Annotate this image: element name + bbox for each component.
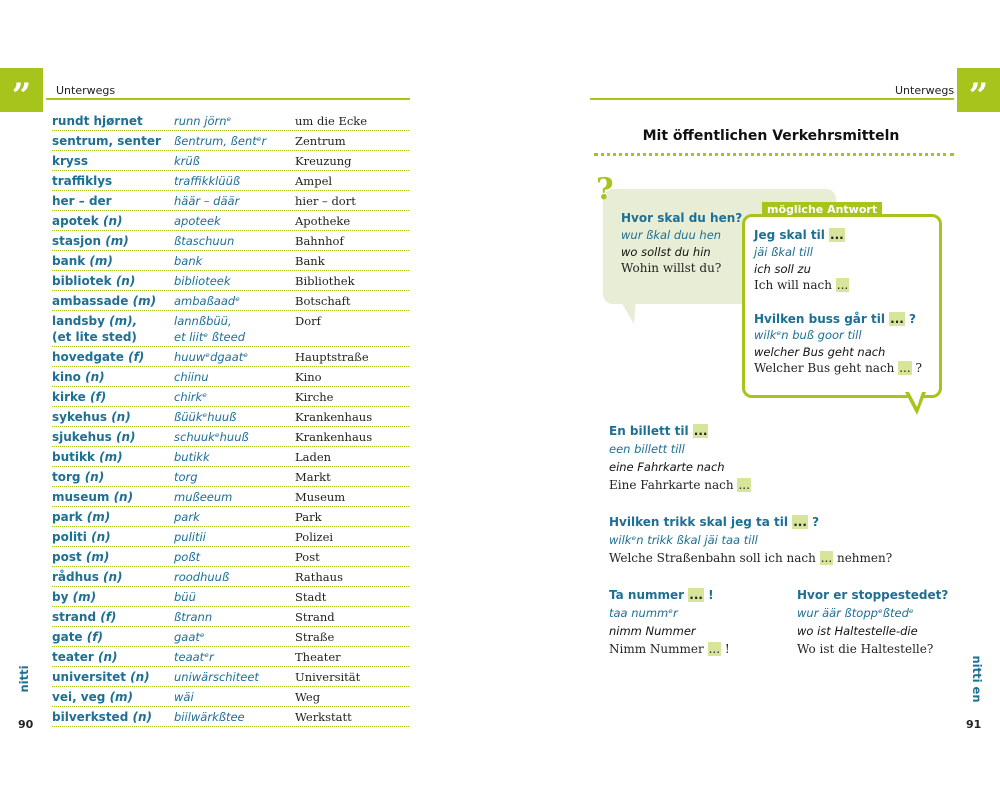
table-row (52, 231, 409, 251)
table-row (52, 607, 409, 627)
table-row (52, 707, 409, 727)
vocab-translation: Weg (295, 690, 321, 704)
vocab-word: kino (n) (52, 370, 105, 384)
answer-bubble-tail (904, 392, 928, 418)
question-pron: wur ßkal duu hen (621, 228, 722, 242)
table-row (52, 251, 409, 271)
vocab-translation: Dorf (295, 314, 321, 328)
vocab-translation: Rathaus (295, 570, 343, 584)
table-row (52, 387, 409, 407)
table-row (52, 171, 409, 191)
header-rule (590, 98, 954, 100)
vocab-translation: Hauptstraße (295, 350, 369, 364)
vocab-translation: Theater (295, 650, 341, 664)
table-row (52, 567, 409, 587)
vocab-pronunciation: biblioteek (174, 274, 231, 288)
side-label: nitti en (970, 655, 984, 703)
vocab-pronunciation: huuwᵉdgaatᵉ (174, 350, 249, 364)
answer-pron-1: jäi ßkal till (754, 245, 813, 259)
table-row (52, 407, 409, 427)
vocab-word: universitet (n) (52, 670, 150, 684)
answer-pron-2: wilkᵉn buß goor till (754, 328, 862, 342)
question-bubble-tail (620, 300, 640, 326)
table-row (52, 447, 409, 467)
table-row (52, 547, 409, 567)
vocab-pronunciation: biilwärkßtee (174, 710, 245, 724)
vocab-pronunciation: ßentrum, ßentᵉr (174, 134, 267, 148)
phrase-stop: Hvor er stoppestedet? (797, 588, 949, 602)
page-number: 90 (18, 718, 34, 731)
table-row (52, 191, 409, 211)
vocab-translation: Park (295, 510, 322, 524)
running-header: Unterwegs (895, 84, 955, 97)
answer-phrase-2: Hvilken buss går til ... ? (754, 312, 916, 326)
vocab-pronunciation: apoteek (174, 214, 221, 228)
vocab-pronunciation: torg (174, 470, 198, 484)
vocab-translation: hier – dort (295, 194, 356, 208)
phrase-number-translation: Nimm Nummer ... ! (609, 642, 730, 656)
table-row (52, 527, 409, 547)
table-row (52, 151, 409, 171)
vocab-translation: Straße (295, 630, 335, 644)
answer-label: mögliche Antwort (762, 202, 882, 217)
answer-translation-1: Ich will nach ... (754, 278, 849, 292)
vocab-pronunciation: lannßbüü, et liitᵉ ßteed (174, 314, 245, 344)
vocab-pronunciation: runn jörnᵉ (174, 114, 232, 128)
question-literal: wo sollst du hin (621, 245, 711, 259)
section-title: Mit öffentlichen Verkehrsmitteln (642, 128, 900, 144)
table-row (52, 211, 409, 231)
table-row (52, 111, 409, 131)
vocab-pronunciation: häär – däär (174, 194, 240, 208)
vocab-translation: Stadt (295, 590, 327, 604)
vocab-translation: um die Ecke (295, 114, 368, 128)
vocab-pronunciation: park (174, 510, 200, 524)
vocab-word: bank (m) (52, 254, 113, 268)
vocab-translation: Strand (295, 610, 335, 624)
vocab-pronunciation: uniwärschiteet (174, 670, 259, 684)
phrase-ticket-pron: een billett till (609, 442, 685, 456)
phrase-number-literal: nimm Nummer (609, 624, 696, 638)
vocab-word: ambassade (m) (52, 294, 157, 308)
table-row (52, 687, 409, 707)
phrase-tram: Hvilken trikk skal jeg ta til ... ? (609, 515, 820, 529)
vocab-translation: Bahnhof (295, 234, 344, 248)
vocab-word: gate (f) (52, 630, 103, 644)
vocab-word: rådhus (n) (52, 570, 123, 584)
table-row (52, 427, 409, 447)
answer-literal-1: ich soll zu (754, 262, 811, 276)
vocab-translation: Markt (295, 470, 331, 484)
vocab-translation: Apotheke (295, 214, 351, 228)
table-row (52, 487, 409, 507)
vocab-pronunciation: butikk (174, 450, 210, 464)
vocab-word: kryss (52, 154, 89, 168)
table-row (52, 467, 409, 487)
vocab-translation: Zentrum (295, 134, 346, 148)
vocab-word: sentrum, senter (52, 134, 161, 148)
page-number: 91 (966, 718, 982, 731)
vocab-word: butikk (m) (52, 450, 123, 464)
phrase-ticket: En billett til ... (609, 424, 708, 438)
vocab-translation: Post (295, 550, 320, 564)
answer-phrase-1: Jeg skal til ... (754, 228, 844, 242)
table-row (52, 587, 409, 607)
vocab-pronunciation: büü (174, 590, 196, 604)
header-rule (46, 98, 410, 100)
phrase-stop-literal: wo ist Haltestelle-die (797, 624, 918, 638)
question-phrase: Hvor skal du hen? (621, 211, 743, 225)
vocab-word: vei, veg (m) (52, 690, 134, 704)
vocab-word: by (m) (52, 590, 97, 604)
vocab-translation: Krankenhaus (295, 430, 373, 444)
vocab-word: bibliotek (n) (52, 274, 136, 288)
vocab-pronunciation: ßtrann (174, 610, 213, 624)
question-translation: Wohin willst du? (621, 261, 722, 275)
vocab-pronunciation: teaatᵉr (174, 650, 214, 664)
phrase-number: Ta nummer ... ! (609, 588, 714, 602)
table-row (52, 647, 409, 667)
phrase-tram-translation: Welche Straßenbahn soll ich nach ... nehmen? (609, 551, 893, 565)
vocab-pronunciation: poßt (174, 550, 201, 564)
phrase-stop-translation: Wo ist die Haltestelle? (797, 642, 934, 656)
vocab-word: traffiklys (52, 174, 113, 188)
vocab-word: sjukehus (n) (52, 430, 136, 444)
vocab-word: kirke (f) (52, 390, 107, 404)
running-header: Unterwegs (56, 84, 116, 97)
vocab-word: rundt hjørnet (52, 114, 143, 128)
vocab-pronunciation: ßüükᵉhuuß (174, 410, 237, 424)
phrase-tram-pron: wilkᵉn trikk ßkal jäi taa till (609, 533, 758, 547)
vocab-translation: Polizei (295, 530, 334, 544)
vocab-word: sykehus (n) (52, 410, 131, 424)
vocab-translation: Kreuzung (295, 154, 352, 168)
quote-icon: ” (0, 68, 43, 112)
vocab-word: torg (n) (52, 470, 105, 484)
vocab-translation: Laden (295, 450, 332, 464)
vocab-word: teater (n) (52, 650, 118, 664)
question-mark-icon: ? (596, 172, 614, 207)
table-row (52, 367, 409, 387)
table-row (52, 131, 409, 151)
vocab-pronunciation: gaatᵉ (174, 630, 205, 644)
vocab-pronunciation: wäi (174, 690, 194, 704)
vocab-word: strand (f) (52, 610, 117, 624)
vocab-translation: Botschaft (295, 294, 351, 308)
table-row (52, 627, 409, 647)
phrase-stop-pron: wur äär ßtoppᵉßtedᵉ (797, 606, 914, 620)
table-row (52, 667, 409, 687)
vocab-pronunciation: ßtaschuun (174, 234, 235, 248)
vocab-translation: Krankenhaus (295, 410, 373, 424)
vocab-pronunciation: chirkᵉ (174, 390, 207, 404)
vocab-pronunciation: roodhuuß (174, 570, 230, 584)
vocab-translation: Bank (295, 254, 325, 268)
table-row (52, 507, 409, 527)
vocab-word: bilverksted (n) (52, 710, 152, 724)
vocab-word: park (m) (52, 510, 111, 524)
vocabulary-table (52, 111, 409, 727)
vocab-pronunciation: pulitii (174, 530, 206, 544)
answer-literal-2: welcher Bus geht nach (754, 345, 886, 359)
vocab-translation: Ampel (295, 174, 333, 188)
vocab-pronunciation: ambaßaadᵉ (174, 294, 241, 308)
dotted-divider (594, 153, 954, 156)
vocab-word: stasjon (m) (52, 234, 129, 248)
vocab-word: hovedgate (f) (52, 350, 145, 364)
vocab-word: museum (n) (52, 490, 134, 504)
answer-translation-2: Welcher Bus geht nach ... ? (754, 361, 922, 375)
vocab-translation: Universität (295, 670, 361, 684)
phrase-number-pron: taa nummᵉr (609, 606, 678, 620)
table-row (52, 347, 409, 367)
quote-icon: ” (957, 68, 1000, 112)
vocab-translation: Bibliothek (295, 274, 355, 288)
vocab-word: politi (n) (52, 530, 111, 544)
table-row (52, 271, 409, 291)
side-label: nitti (17, 665, 31, 693)
table-row (52, 311, 409, 347)
vocab-translation: Werkstatt (295, 710, 352, 724)
table-row (52, 291, 409, 311)
vocab-pronunciation: bank (174, 254, 203, 268)
vocab-translation: Kino (295, 370, 322, 384)
vocab-pronunciation: krüß (174, 154, 200, 168)
vocab-translation: Kirche (295, 390, 334, 404)
vocab-pronunciation: mußeeum (174, 490, 233, 504)
vocab-word: apotek (n) (52, 214, 123, 228)
phrase-ticket-translation: Eine Fahrkarte nach ... (609, 478, 750, 492)
vocab-word: post (m) (52, 550, 110, 564)
vocab-pronunciation: schuukᵉhuuß (174, 430, 249, 444)
vocab-pronunciation: chiinu (174, 370, 209, 384)
vocab-word: landsby (m), (et lite sted) (52, 314, 138, 344)
phrase-ticket-literal: eine Fahrkarte nach (609, 460, 725, 474)
vocab-translation: Museum (295, 490, 346, 504)
vocab-pronunciation: traffikklüüß (174, 174, 241, 188)
vocab-word: her – der (52, 194, 112, 208)
